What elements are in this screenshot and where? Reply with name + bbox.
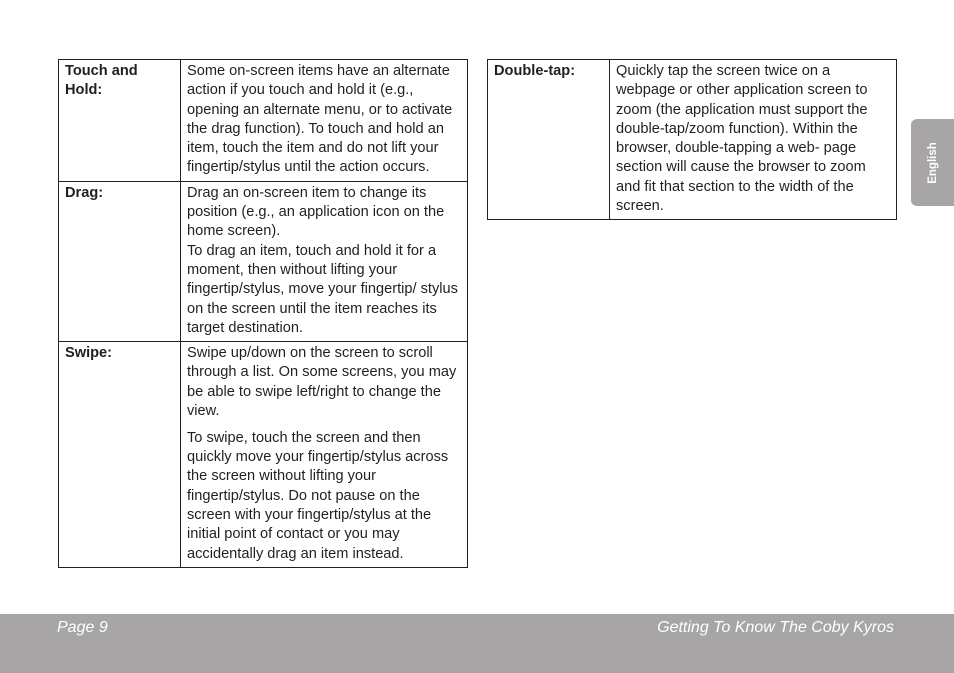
language-tab [911, 119, 954, 206]
section-title: Getting To Know The Coby Kyros [657, 619, 894, 636]
gesture-term-double-tap: Double-tap: [488, 60, 610, 220]
table-row [59, 181, 468, 341]
gesture-description [181, 60, 468, 182]
table-row [488, 60, 897, 220]
table-row [59, 60, 468, 182]
table-row [59, 342, 468, 568]
page-footer [0, 614, 954, 673]
gesture-table-left [58, 59, 468, 568]
gesture-description [181, 181, 468, 341]
gesture-description [610, 60, 897, 220]
page-number: Page 9 [57, 619, 108, 636]
gesture-term-drag: Drag: [59, 181, 181, 341]
description-paragraph: Quickly tap the screen twice on a webpage or other application screen to zoom (the application must support the double-tap/zoom function). Within the browser, double-tapping a web- page section will cause the browser to zoom and fit that section to the width of the screen. [616, 63, 868, 215]
description-paragraph: To swipe, touch the screen and then quickly move your fingertip/stylus across the screen without lifting your fingertip/stylus. Do not pause on the screen with your fingertip/stylus at the initial point of contact or you may accidentally drag an item instead. [187, 429, 449, 562]
description-paragraph: Swipe up/down on the screen to scroll through a list. On some screens, you may be able to swipe left/right to change the view. [187, 345, 457, 420]
description-paragraph: Some on-screen items have an alternate action if you touch and hold it (e.g., opening an alternate menu, or to activate the drag function). To touch and hold an item, touch the item and do not lift your fingertip/stylus until the action occurs. [187, 63, 453, 176]
gesture-term-swipe: Swipe: [59, 342, 181, 568]
gesture-term-touch-and-hold: Touch and Hold: [59, 60, 181, 182]
description-paragraph: To drag an item, touch and hold it for a moment, then without lifting your fingertip/stylus, move your fingertip/ stylus on the screen until the item reaches its target destination. [187, 242, 458, 336]
gesture-table-right [487, 59, 897, 220]
gesture-description [181, 342, 468, 568]
description-paragraph: Drag an on-screen item to change its position (e.g., an application icon on the home screen). [187, 184, 445, 240]
language-tab-label: English [926, 141, 939, 184]
